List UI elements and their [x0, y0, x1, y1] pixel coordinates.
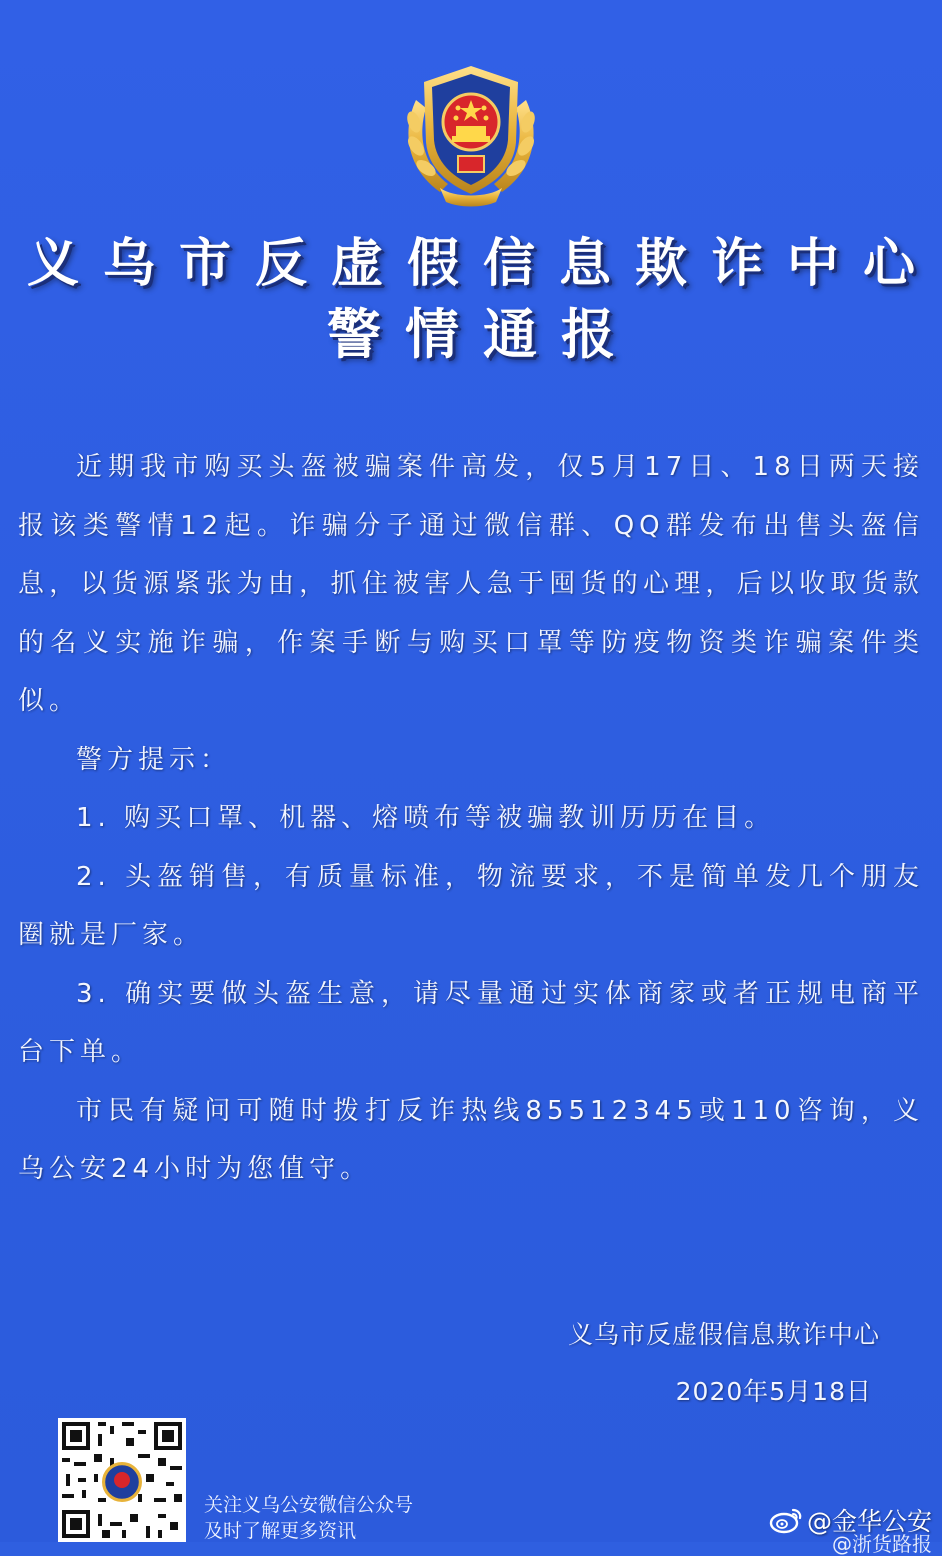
qr-code-icon — [58, 1418, 186, 1542]
body-paragraph-hotline: 市民有疑问可随时拨打反诈热线85512345或110咨询，义乌公安24小时为您值守。 — [18, 1095, 924, 1184]
weibo-watermark-sub: @浙货路报 — [832, 1532, 932, 1556]
qr-caption-line-2: 及时了解更多资讯 — [204, 1520, 357, 1542]
signature-org: 义乌市反虚假信息欺诈中心 — [567, 1320, 880, 1349]
qr-caption-line-1: 关注义乌公安微信公众号 — [204, 1494, 414, 1516]
qr-caption — [204, 1492, 413, 1544]
body-paragraph-tip-1: 1. 购买口罩、机器、熔喷布等被骗教训历历在目。 — [76, 803, 776, 833]
notice-body — [18, 438, 924, 1199]
page-title: 义乌市反虚假信息欺诈中心 — [26, 233, 939, 294]
weibo-handle: @金华公安 — [806, 1507, 932, 1536]
body-paragraph-tip-3: 3. 确实要做头盔生意，请尽量通过实体商家或者正规电商平台下单。 — [18, 978, 924, 1067]
weibo-icon — [769, 1506, 803, 1534]
body-paragraph-tips-heading: 警方提示： — [76, 744, 232, 775]
signature-date: 2020年5月18日 — [675, 1377, 872, 1406]
police-emblem-icon — [396, 60, 546, 212]
body-paragraph-tip-2: 2. 头盔销售，有质量标准，物流要求，不是简单发几个朋友圈就是厂家。 — [18, 861, 924, 950]
page-subtitle: 警情通报 — [327, 302, 639, 366]
body-paragraph-intro: 近期我市购买头盔被骗案件高发，仅5月17日、18日两天接报该类警情12起。诈骗分子通过微信群、QQ群发布出售头盔信息，以货源紧张为由，抓住被害人急于囤货的心理，后以收取货款的名义实施诈骗，作案手断与购买口罩等防疫物资类诈骗案件类似。 — [18, 452, 924, 716]
